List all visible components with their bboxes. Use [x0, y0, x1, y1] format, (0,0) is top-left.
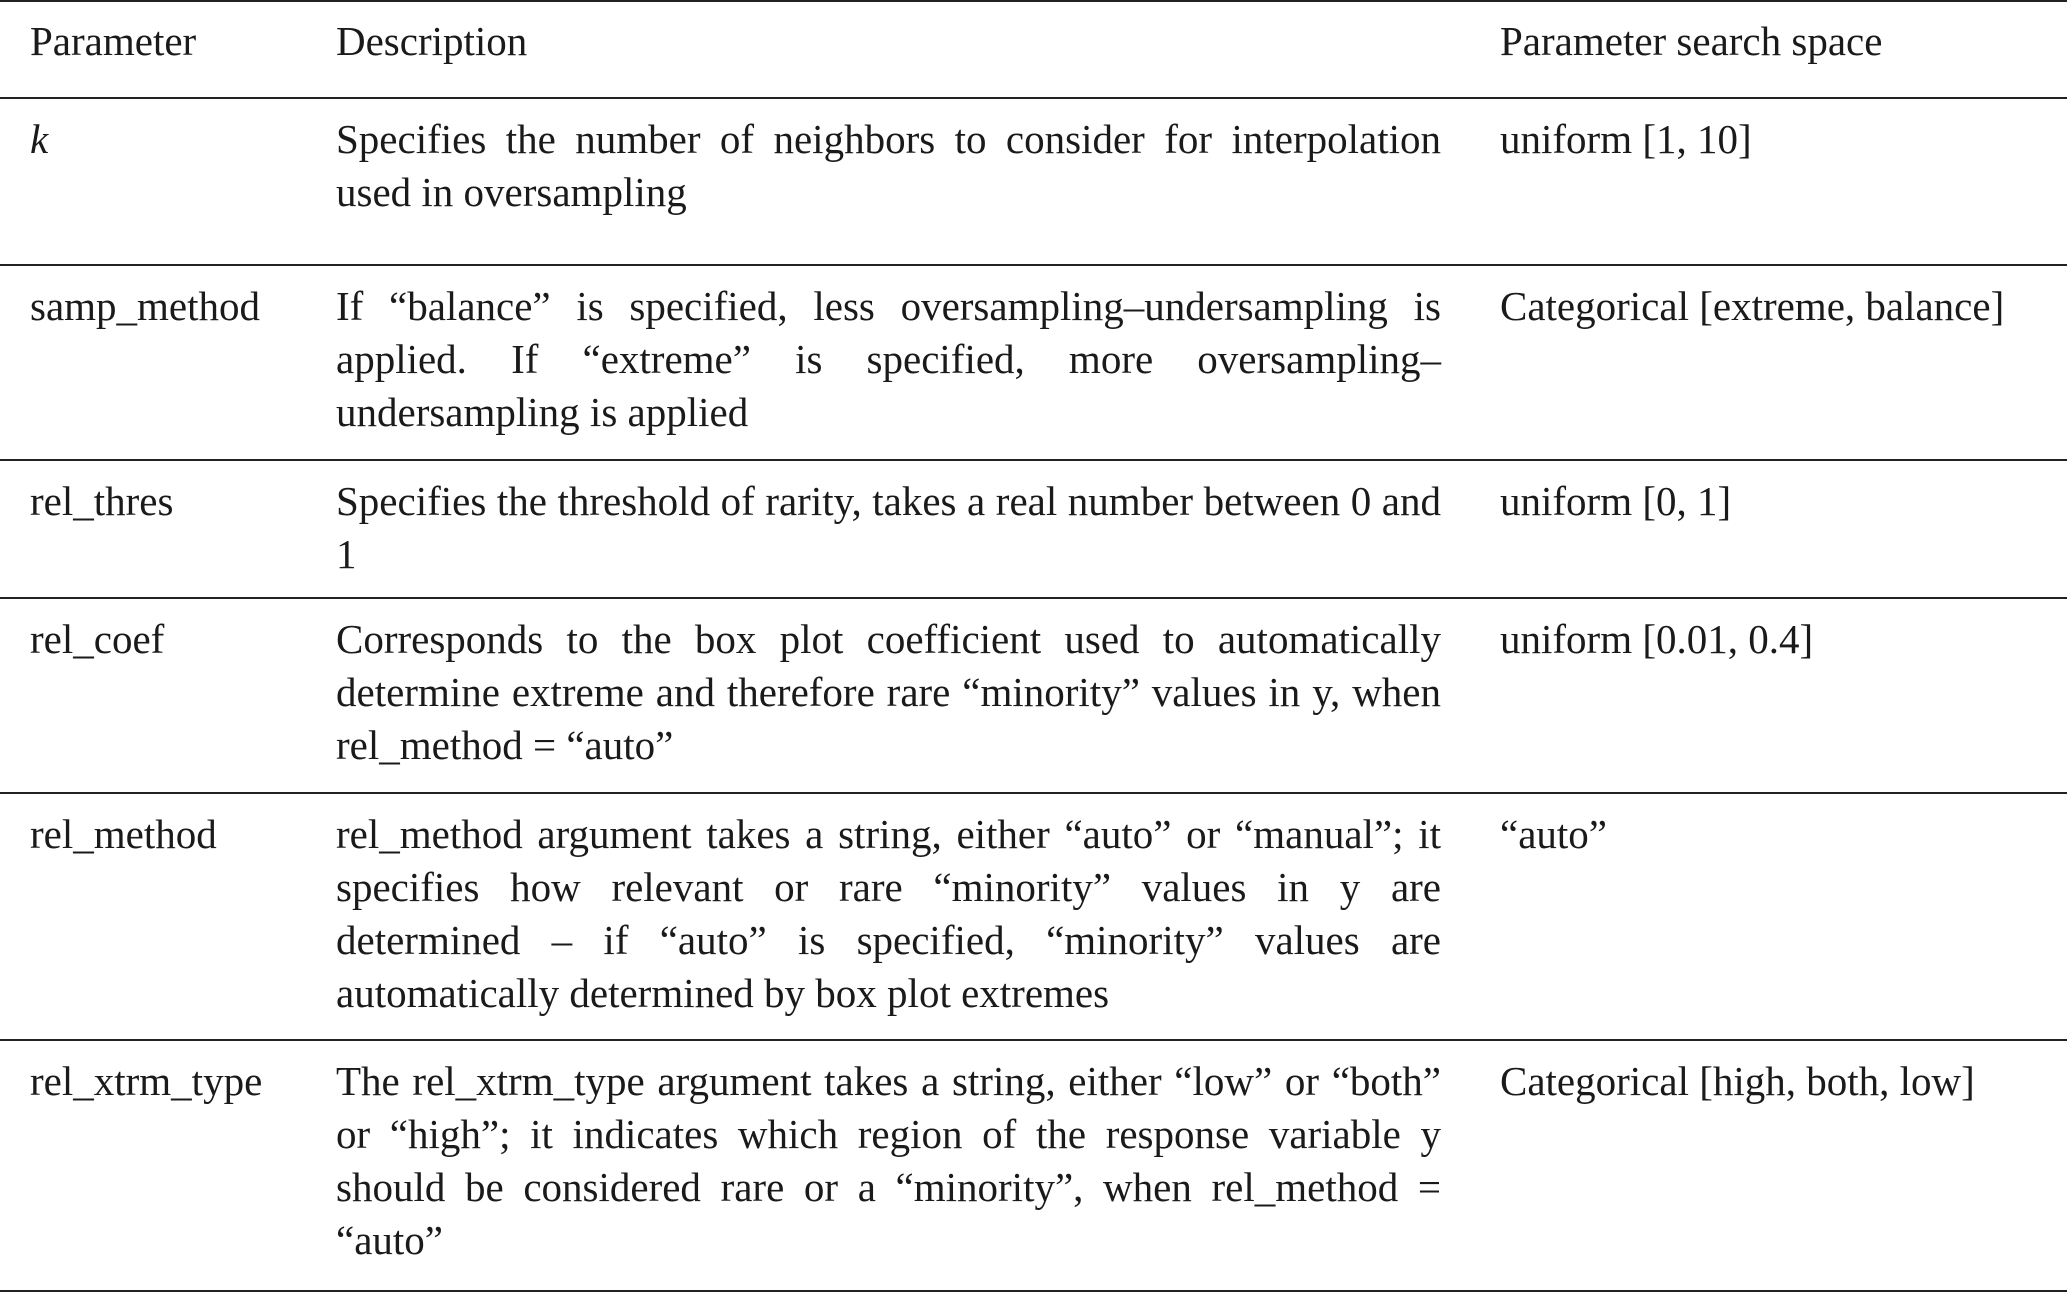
table-row [0, 265, 2067, 460]
description-text: The rel_xtrm_type argument takes a string, either “low” or “both” or “high”; it indicates which region of the response variable y should be considered rare or a “minority”, when rel_method = “auto” [336, 1058, 1441, 1263]
cell-search-space: Categorical [high, both, low] [1500, 1058, 1975, 1104]
header-description: Description [336, 18, 528, 64]
cell-parameter: samp_method [30, 283, 261, 329]
cell-description [336, 460, 1482, 598]
header-search-space: Parameter search space [1500, 18, 1883, 64]
cell-parameter: k [30, 116, 49, 162]
cell-search-space: “auto” [1500, 811, 1607, 857]
cell-search-space: uniform [0.01, 0.4] [1500, 616, 1814, 662]
cell-description [336, 598, 1482, 793]
table-row [0, 793, 2067, 1040]
description-text: rel_method argument takes a string, either “auto” or “manual”; it specifies how relevant or rare “minority” values in y are determined – if “auto” is specified, “minority” values are automatically determined by box plot extremes [336, 811, 1441, 1016]
table-body [0, 98, 2067, 1291]
table-row [0, 460, 2067, 598]
header-row [0, 1, 2067, 98]
cell-search-space: Categorical [extreme, balance] [1500, 283, 2005, 329]
header-parameter: Parameter [30, 18, 197, 64]
cell-description [336, 793, 1482, 1040]
table-header [0, 1, 2067, 98]
description-text: If “balance” is specified, less oversampling–undersampling is applied. If “extreme” is specified, more oversampling–undersampling is applied [336, 283, 1441, 435]
table-row [0, 1040, 2067, 1291]
description-text: Specifies the threshold of rarity, takes a real number between 0 and 1 [336, 478, 1441, 577]
table-row [0, 98, 2067, 265]
table-row [0, 598, 2067, 793]
description-text: Corresponds to the box plot coefficient used to automatically determine extreme and therefore rare “minority” values in y, when rel_method = “auto” [336, 616, 1441, 768]
cell-parameter: rel_method [30, 811, 217, 857]
cell-parameter: rel_thres [30, 478, 174, 524]
cell-search-space: uniform [1, 10] [1500, 116, 1752, 162]
description-text: Specifies the number of neighbors to consider for interpolation used in oversampling [336, 116, 1441, 215]
cell-description [336, 1040, 1482, 1291]
cell-description [336, 265, 1482, 460]
cell-search-space: uniform [0, 1] [1500, 478, 1732, 524]
cell-parameter: rel_coef [30, 616, 165, 662]
cell-parameter: rel_xtrm_type [30, 1058, 263, 1104]
cell-description [336, 98, 1482, 265]
